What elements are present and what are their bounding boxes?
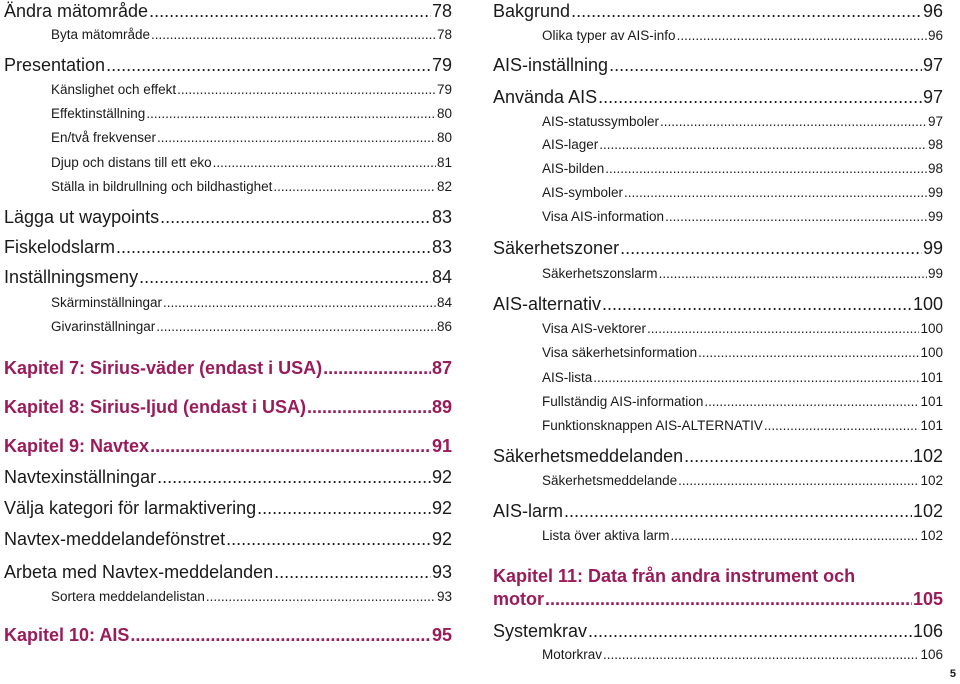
toc-entry[interactable] [493, 0, 943, 22]
toc-entry[interactable] [493, 417, 943, 435]
toc-entry[interactable] [4, 294, 452, 312]
toc-leader-dots [684, 445, 912, 467]
toc-entry-title: Navtexinställningar [4, 467, 157, 487]
toc-entry[interactable] [4, 54, 452, 76]
toc-entry-title: Sortera meddelandelistan [51, 589, 205, 604]
toc-chapter-entry[interactable] [4, 624, 452, 646]
toc-entry[interactable] [493, 646, 943, 664]
toc-leader-dots [151, 26, 436, 44]
toc-entry[interactable] [493, 369, 943, 387]
toc-entry-title: Säkerhetsmeddelanden [493, 446, 684, 466]
toc-leader-dots [274, 561, 431, 583]
toc-entry-title: Ändra mätområde [4, 1, 149, 21]
toc-entry[interactable] [4, 105, 452, 123]
toc-entry[interactable] [493, 293, 943, 315]
toc-leader-dots [598, 86, 922, 108]
toc-entry[interactable] [493, 27, 943, 45]
toc-leader-dots [116, 236, 431, 258]
toc-entry-title: Säkerhetsmeddelande [542, 473, 678, 488]
toc-leader-dots [323, 357, 431, 379]
toc-entry-title: Känslighet och effekt [51, 82, 177, 97]
toc-page-number: 96 [927, 28, 943, 43]
toc-page-number: 99 [922, 238, 943, 258]
toc-entry[interactable] [493, 54, 943, 76]
toc-leader-dots [177, 81, 436, 99]
toc-page-number: 105 [912, 589, 943, 609]
toc-page-number: 99 [927, 266, 943, 281]
toc-page-number: 97 [927, 114, 943, 129]
toc-leader-dots [545, 588, 912, 610]
toc-page-number: 82 [436, 179, 452, 194]
toc-page-number: 79 [431, 55, 452, 75]
toc-entry[interactable] [4, 497, 452, 519]
toc-page-number: 96 [922, 1, 943, 21]
toc-entry[interactable] [4, 0, 452, 22]
toc-leader-dots [157, 466, 431, 488]
toc-entry-title: AIS-inställning [493, 55, 609, 75]
toc-leader-dots [149, 0, 431, 22]
toc-leader-dots [156, 318, 436, 336]
toc-entry-title: Byta mätområde [51, 27, 151, 42]
toc-leader-dots [163, 294, 436, 312]
toc-entry-title: Olika typer av AIS-info [542, 28, 676, 43]
toc-entry-title: Säkerhetszoner [493, 238, 620, 258]
toc-entry[interactable] [493, 113, 943, 131]
toc-page-number: 80 [436, 130, 452, 145]
toc-entry[interactable] [493, 160, 943, 178]
toc-leader-dots [660, 113, 927, 131]
toc-page-number: 92 [431, 529, 452, 549]
toc-page-number: 92 [431, 498, 452, 518]
toc-entry-title: AIS-lista [542, 370, 593, 385]
toc-page-number: 81 [436, 155, 452, 170]
toc-page-number: 101 [920, 370, 943, 385]
toc-chapter-entry[interactable] [4, 435, 452, 457]
toc-entry-title: Fiskelodslarm [4, 237, 116, 257]
toc-entry-title: Bakgrund [493, 1, 571, 21]
toc-leader-dots [571, 0, 922, 22]
toc-entry[interactable] [4, 206, 452, 228]
toc-leader-dots [564, 500, 912, 522]
toc-entry[interactable] [4, 81, 452, 99]
toc-page-number: 101 [920, 394, 943, 409]
toc-entry[interactable] [4, 528, 452, 550]
toc-page-number: 98 [927, 137, 943, 152]
toc-entry-title: AIS-larm [493, 501, 564, 521]
toc-leader-dots [647, 320, 919, 338]
toc-page-number: 99 [927, 185, 943, 200]
toc-entry-title: Kapitel 8: Sirius-ljud (endast i USA) [4, 397, 307, 417]
toc-entry[interactable] [493, 620, 943, 642]
toc-entry-title: motor [493, 589, 544, 609]
toc-leader-dots [671, 527, 920, 545]
toc-page-number: 100 [920, 321, 943, 336]
toc-page-number: 83 [431, 207, 452, 227]
toc-leader-dots [609, 54, 922, 76]
toc-page-number: 92 [431, 467, 452, 487]
toc-entry-title: Inställningsmeny [4, 267, 139, 287]
toc-entry[interactable] [493, 86, 943, 108]
toc-leader-dots [677, 27, 927, 45]
toc-entry-title: AIS-statussymboler [542, 114, 660, 129]
toc-leader-dots [206, 588, 436, 606]
toc-page-number: 95 [431, 625, 452, 645]
toc-entry[interactable] [4, 588, 452, 606]
toc-page-number: 106 [920, 647, 943, 662]
toc-page-number: 91 [431, 436, 452, 456]
toc-entry-title: Visa säkerhetsinformation [542, 345, 698, 360]
toc-entry[interactable] [4, 318, 452, 336]
toc-leader-dots [157, 129, 436, 147]
toc-entry[interactable] [4, 178, 452, 196]
toc-page-number: 102 [912, 446, 943, 466]
toc-leader-dots [588, 620, 912, 642]
toc-leader-dots [130, 624, 431, 646]
toc-leader-dots [146, 105, 436, 123]
toc-entry-title: Lägga ut waypoints [4, 207, 160, 227]
toc-leader-dots [213, 154, 436, 172]
toc-entry-title: Givarinställningar [51, 319, 156, 334]
toc-entry[interactable] [493, 136, 943, 154]
toc-entry[interactable] [4, 26, 452, 44]
toc-leader-dots [257, 497, 431, 519]
toc-leader-dots [307, 396, 431, 418]
toc-entry-title: AIS-lager [542, 137, 599, 152]
toc-leader-dots [624, 184, 927, 202]
toc-entry[interactable] [493, 344, 943, 362]
toc-entry-title: Visa AIS-vektorer [542, 321, 647, 336]
toc-leader-dots [678, 472, 919, 490]
toc-page-number: 79 [436, 82, 452, 97]
toc-entry[interactable] [493, 320, 943, 338]
toc-entry-title: AIS-alternativ [493, 294, 602, 314]
toc-entry-title: En/två frekvenser [51, 130, 157, 145]
toc-chapter-entry[interactable] [4, 396, 452, 418]
toc-page-number: 87 [431, 358, 452, 378]
toc-entry[interactable] [493, 527, 943, 545]
toc-chapter-entry[interactable] [4, 357, 452, 379]
toc-leader-dots [106, 54, 431, 76]
toc-leader-dots [593, 369, 919, 387]
toc-leader-dots [139, 266, 431, 288]
toc-leader-dots [602, 293, 912, 315]
toc-entry-title: Fullständig AIS-information [542, 394, 704, 409]
toc-entry[interactable] [493, 208, 943, 226]
toc-entry-title: Djup och distans till ett eko [51, 155, 212, 170]
toc-entry-title: Skärminställningar [51, 295, 163, 310]
toc-leader-dots [599, 136, 927, 154]
toc-leader-dots [160, 206, 431, 228]
toc-page-number: 101 [920, 418, 943, 433]
toc-leader-dots [698, 344, 919, 362]
toc-entry-title: Lista över aktiva larm [542, 528, 670, 543]
toc-page-number: 102 [920, 473, 943, 488]
toc-page-number: 100 [920, 345, 943, 360]
toc-entry-title: Funktionsknappen AIS-ALTERNATIV [542, 418, 763, 433]
toc-entry-title: Ställa in bildrullning och bildhastighet [51, 179, 273, 194]
toc-page-number: 97 [922, 87, 943, 107]
toc-chapter-entry[interactable] [493, 588, 943, 610]
toc-entry[interactable] [4, 466, 452, 488]
toc-leader-dots [605, 160, 927, 178]
toc-entry-title: Effektinställning [51, 106, 146, 121]
toc-page-number: 80 [436, 106, 452, 121]
toc-leader-dots [603, 646, 919, 664]
toc-leader-dots [620, 237, 922, 259]
toc-page-number: 84 [431, 267, 452, 287]
toc-leader-dots [150, 435, 431, 457]
toc-entry-title: Säkerhetszonslarm [542, 266, 658, 281]
toc-entry-title: AIS-symboler [542, 185, 624, 200]
toc-page-number: 99 [927, 209, 943, 224]
toc-entry-title: Visa AIS-information [542, 209, 665, 224]
toc-page-number: 100 [912, 294, 943, 314]
toc-entry[interactable] [493, 445, 943, 467]
toc-entry[interactable] [493, 184, 943, 202]
toc-leader-dots [665, 208, 927, 226]
toc-leader-dots [273, 178, 436, 196]
toc-entry[interactable] [493, 393, 943, 411]
toc-chapter-title-line: Kapitel 11: Data från andra instrument och [493, 566, 856, 586]
toc-page-number: 106 [912, 621, 943, 641]
toc-entry[interactable] [493, 472, 943, 490]
toc-page-number: 78 [431, 1, 452, 21]
toc-entry-title: Kapitel 7: Sirius-väder (endast i USA) [4, 358, 323, 378]
toc-page-number: 86 [436, 319, 452, 334]
toc-entry-title: Arbeta med Navtex-meddelanden [4, 562, 274, 582]
toc-entry[interactable] [4, 561, 452, 583]
toc-entry[interactable] [493, 500, 943, 522]
toc-page-number: 93 [431, 562, 452, 582]
toc-page-number: 93 [436, 589, 452, 604]
toc-entry-title: Kapitel 9: Navtex [4, 436, 150, 456]
toc-leader-dots [704, 393, 919, 411]
toc-entry[interactable] [493, 265, 943, 283]
toc-entry[interactable] [493, 237, 943, 259]
toc-entry-title: Navtex-meddelandefönstret [4, 529, 226, 549]
toc-entry[interactable] [4, 154, 452, 172]
toc-leader-dots [226, 528, 431, 550]
page-number: 5 [949, 668, 956, 680]
toc-entry[interactable] [4, 266, 452, 288]
toc-entry-title: Motorkrav [542, 647, 603, 662]
toc-page-number: 89 [431, 397, 452, 417]
toc-page-number: 78 [436, 27, 452, 42]
toc-page-number: 102 [920, 528, 943, 543]
toc-entry-title: Kapitel 10: AIS [4, 625, 130, 645]
toc-page-number: 98 [927, 161, 943, 176]
toc-leader-dots [764, 417, 920, 435]
toc-entry-title: Använda AIS [493, 87, 598, 107]
toc-entry[interactable] [4, 129, 452, 147]
toc-page-number: 84 [436, 295, 452, 310]
toc-entry-title: Välja kategori för larmaktivering [4, 498, 257, 518]
toc-entry-title: Systemkrav [493, 621, 588, 641]
toc-entry-title: Presentation [4, 55, 106, 75]
toc-entry-title: AIS-bilden [542, 161, 605, 176]
toc-page-number: 97 [922, 55, 943, 75]
toc-page-number: 102 [912, 501, 943, 521]
toc-leader-dots [659, 265, 927, 283]
toc-page-number: 83 [431, 237, 452, 257]
toc-entry[interactable] [4, 236, 452, 258]
